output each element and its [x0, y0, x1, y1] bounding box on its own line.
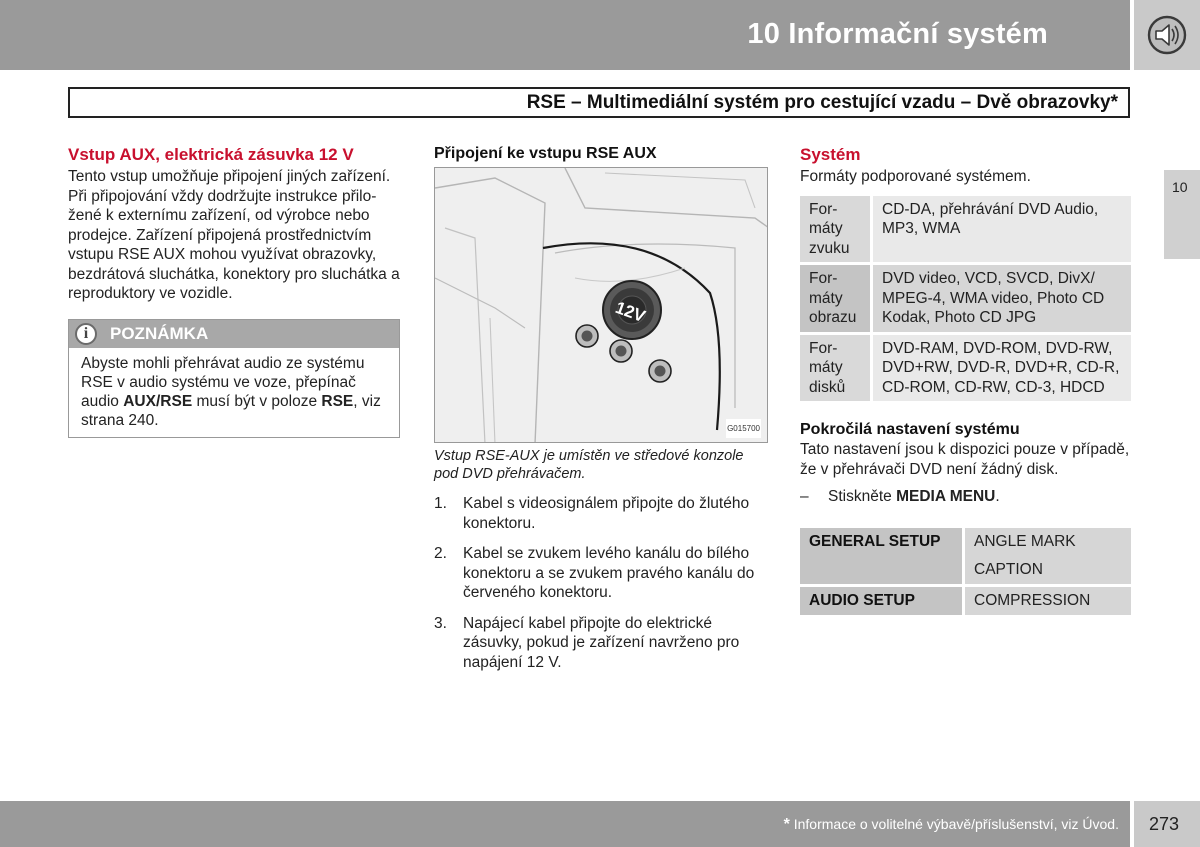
section-title: RSE – Multimediální systém pro cestující vzadu – Dvě obrazovky* — [526, 92, 1118, 113]
speaker-icon — [1145, 15, 1189, 55]
list-item — [434, 494, 768, 533]
note-text — [69, 348, 399, 437]
chapter-icon-box — [1134, 0, 1200, 70]
note-separator: / — [155, 392, 161, 410]
setup-value: COMPRESSION — [974, 591, 1091, 609]
note-header — [69, 320, 399, 348]
format-label: For-máty zvuku — [800, 196, 873, 263]
media-menu-label: MEDIA MENU — [896, 488, 996, 505]
advanced-settings-text: Tato nastavení jsou k dispozici pouze v případě, že v přehrávači DVD není žádný disk. — [800, 441, 1130, 478]
list-item — [434, 544, 768, 603]
step-text: Kabel se zvukem levého kanálu do bílého konektoru a se zvukem pravého kanálu do červeného konektoru. — [463, 545, 755, 601]
format-value: CD-DA, přehrávání DVD Audio, MP3, WMA — [873, 196, 1131, 263]
page-number-box — [1134, 801, 1200, 847]
page-footer — [0, 801, 1130, 847]
chapter-title: 10 Informační systém — [747, 18, 1048, 50]
system-intro: Formáty podporované systémem. — [800, 168, 1031, 185]
figure-caption: Vstup RSE-AUX je umístěn ve středové konzole pod DVD přehrávačem. — [434, 448, 744, 482]
note-text-part: , viz strana 240. — [81, 392, 381, 429]
note-bold-rse: RSE — [160, 392, 193, 410]
table-row — [800, 335, 1131, 402]
setup-value: CAPTION — [974, 560, 1043, 578]
info-icon: i — [75, 323, 97, 345]
table-row — [800, 528, 1131, 584]
setup-value: ANGLE MARK — [974, 532, 1076, 550]
chapter-header — [0, 0, 1130, 70]
note-title: POZNÁMKA — [110, 323, 209, 343]
step-number: 3. — [434, 614, 447, 632]
socket-12v-label: 12V — [612, 297, 648, 327]
console-illustration — [435, 168, 768, 443]
format-label: For-máty disků — [800, 335, 873, 402]
table-row — [800, 265, 1131, 332]
step-text: Napájecí kabel připojte do elektrické zásuvky, pokud je zařízení navrženo pro napájení 12 V. — [463, 614, 740, 671]
chapter-side-tab — [1164, 170, 1200, 259]
setup-values — [965, 528, 1131, 584]
column-aux-input — [68, 144, 402, 438]
column-system — [800, 144, 1132, 618]
note-box — [68, 319, 400, 438]
column-rse-aux-connection — [434, 144, 768, 683]
note-bold-aux: AUX — [123, 392, 156, 410]
note-text-part: musí být v poloze — [192, 392, 322, 410]
step-dash: – — [800, 488, 809, 505]
system-heading: Systém — [800, 145, 861, 164]
figure-code: G015700 — [726, 419, 761, 439]
list-item — [434, 614, 768, 673]
setup-table — [800, 525, 1131, 618]
console-figure — [434, 167, 768, 443]
media-menu-step — [800, 487, 1132, 507]
setup-values — [965, 587, 1131, 615]
format-value: DVD-RAM, DVD-ROM, DVD-RW, DVD+RW, DVD-R, DVD+R, CD-R, CD-ROM, CD-RW, CD-3, HDCD — [873, 335, 1131, 402]
note-text-part: Abyste mohli přehrávat audio ze systému RSE v audio systému ve voze, přepínač audio — [81, 354, 365, 410]
footnote-text: Informace o volitelné výbavě/příslušenství, viz Úvod. — [789, 816, 1119, 832]
connection-steps — [434, 494, 768, 672]
note-bold-rse-position: RSE — [321, 392, 354, 410]
setup-key: AUDIO SETUP — [800, 587, 965, 615]
step-text: Kabel s videosignálem připojte do žlutého konektoru. — [463, 495, 750, 532]
aux-body-text: Tento vstup umožňuje připojení jiných zařízení. Při připojování vždy dodržujte instrukce přilo-žené k externímu zařízení, od výrobce nebo prodejce. Zařízení připojená prostřednictvím vstupu RSE AUX mohou využívat obrazovky, bezdrátová sluchátka, konektory pro sluchátka a reproduktory ve vozidle. — [68, 168, 400, 302]
step-text: Stiskněte — [828, 488, 897, 505]
aux-heading: Vstup AUX, elektrická zásuvka 12 V — [68, 145, 354, 164]
advanced-settings-heading: Pokročilá nastavení systému — [800, 421, 1020, 438]
setup-key: GENERAL SETUP — [800, 528, 965, 584]
format-value: DVD video, VCD, SVCD, DivX/ MPEG-4, WMA video, Photo CD Kodak, Photo CD JPG — [873, 265, 1131, 332]
footnote — [784, 816, 1119, 834]
formats-table — [800, 193, 1131, 405]
step-number: 2. — [434, 545, 447, 562]
connection-heading: Připojení ke vstupu RSE AUX — [434, 145, 657, 162]
section-title-box — [68, 87, 1130, 118]
footnote-star: * — [783, 816, 790, 833]
format-label: For-máty obrazu — [800, 265, 873, 332]
step-number: 1. — [434, 495, 447, 512]
step-end: . — [995, 488, 1000, 505]
page-number: 273 — [1149, 814, 1180, 834]
table-row — [800, 587, 1131, 615]
table-row — [800, 196, 1131, 263]
side-tab-label: 10 — [1172, 179, 1188, 195]
